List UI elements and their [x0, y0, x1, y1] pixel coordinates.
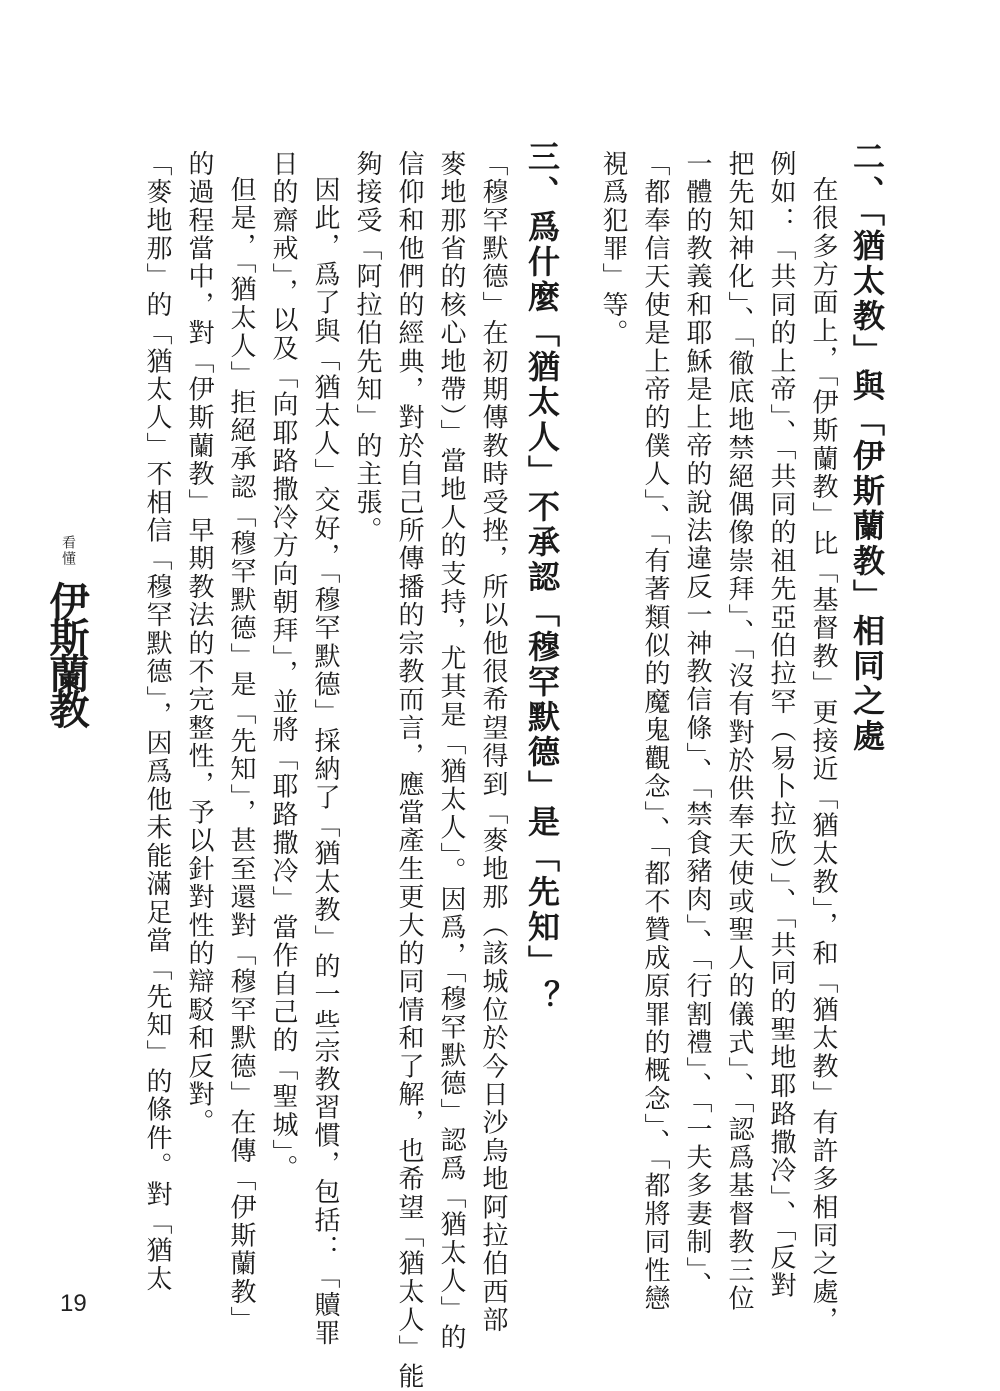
- running-book-title: [40, 535, 100, 735]
- paragraph-line: 信仰和他們的經典，對於自己所傳播的宗教而言，應當產生更大的同情和了解，也希望「猶太人」能: [394, 150, 424, 1391]
- paragraph-line: 麥地那省的核心地帶）」當地人的支持，尤其是「猶太人」。因爲，「穆罕默德」認爲「猶太人」的: [436, 150, 466, 1352]
- section-heading-two: 二、「猶太教」與「伊斯蘭教」相同之處: [848, 140, 886, 754]
- book-title-logo: 伊斯蘭教: [43, 581, 90, 725]
- paragraph-line: 「麥地那」的「猶太人」不相信「穆罕默德」，因爲他未能滿足當「先知」的條件。對「猶太: [142, 150, 172, 1294]
- paragraph-line: 日的齋戒」，以及「向耶路撒冷方向朝拜」，並將「耶路撒冷」當作自己的「聖城」。: [268, 150, 298, 1183]
- paragraph-line: 把先知神化」、「徹底地禁絕偶像崇拜」、「沒有對於供奉天使或聖人的儀式」、「認爲基督教三位: [724, 150, 754, 1313]
- page-number: 19: [60, 1290, 87, 1317]
- paragraph-line: 的過程當中，對「伊斯蘭教」早期教法的不完整性，予以針對性的辯駁和反對。: [184, 150, 214, 1137]
- paragraph-line: 例如：「共同的上帝」、「共同的祖先亞伯拉罕（易卜拉欣）」、「共同的聖地耶路撒冷」、「反對: [766, 150, 796, 1300]
- paragraph-line: 在很多方面上，「伊斯蘭教」比「基督教」更接近「猶太教」，和「猶太教」有許多相同之處，: [808, 176, 838, 1335]
- paragraph-line: 「穆罕默德」在初期傳教時受挫，所以他很希望得到「麥地那（該城位於今日沙烏地阿拉伯西部: [478, 150, 508, 1335]
- book-title-small: 看懂: [60, 535, 76, 567]
- paragraph-line: 視爲犯罪」等。: [598, 150, 628, 348]
- paragraph-line: 一體的教義和耶穌是上帝的說法違反一神教信條」、「禁食豬肉」、「行割禮」、「一夫多妻制」、: [682, 150, 712, 1300]
- paragraph-line: 夠接受「阿拉伯先知」的主張。: [352, 150, 382, 545]
- paragraph-line: 但是，「猶太人」拒絕承認「穆罕默德」是「先知」，甚至還對「穆罕默德」在傳「伊斯蘭教」: [226, 176, 256, 1335]
- paragraph-line: 因此，爲了與「猶太人」交好，「穆罕默德」採納了「猶太教」的一些宗教習慣，包括：「贖罪: [310, 176, 340, 1348]
- section-heading-three: 三、爲什麼「猶太人」不承認「穆罕默德」是「先知」？: [523, 140, 561, 1015]
- paragraph-line: 「都奉信天使是上帝的僕人」、「有著類似的魔鬼觀念」、「都不贊成原罪的概念」、「都將同性戀: [640, 150, 670, 1313]
